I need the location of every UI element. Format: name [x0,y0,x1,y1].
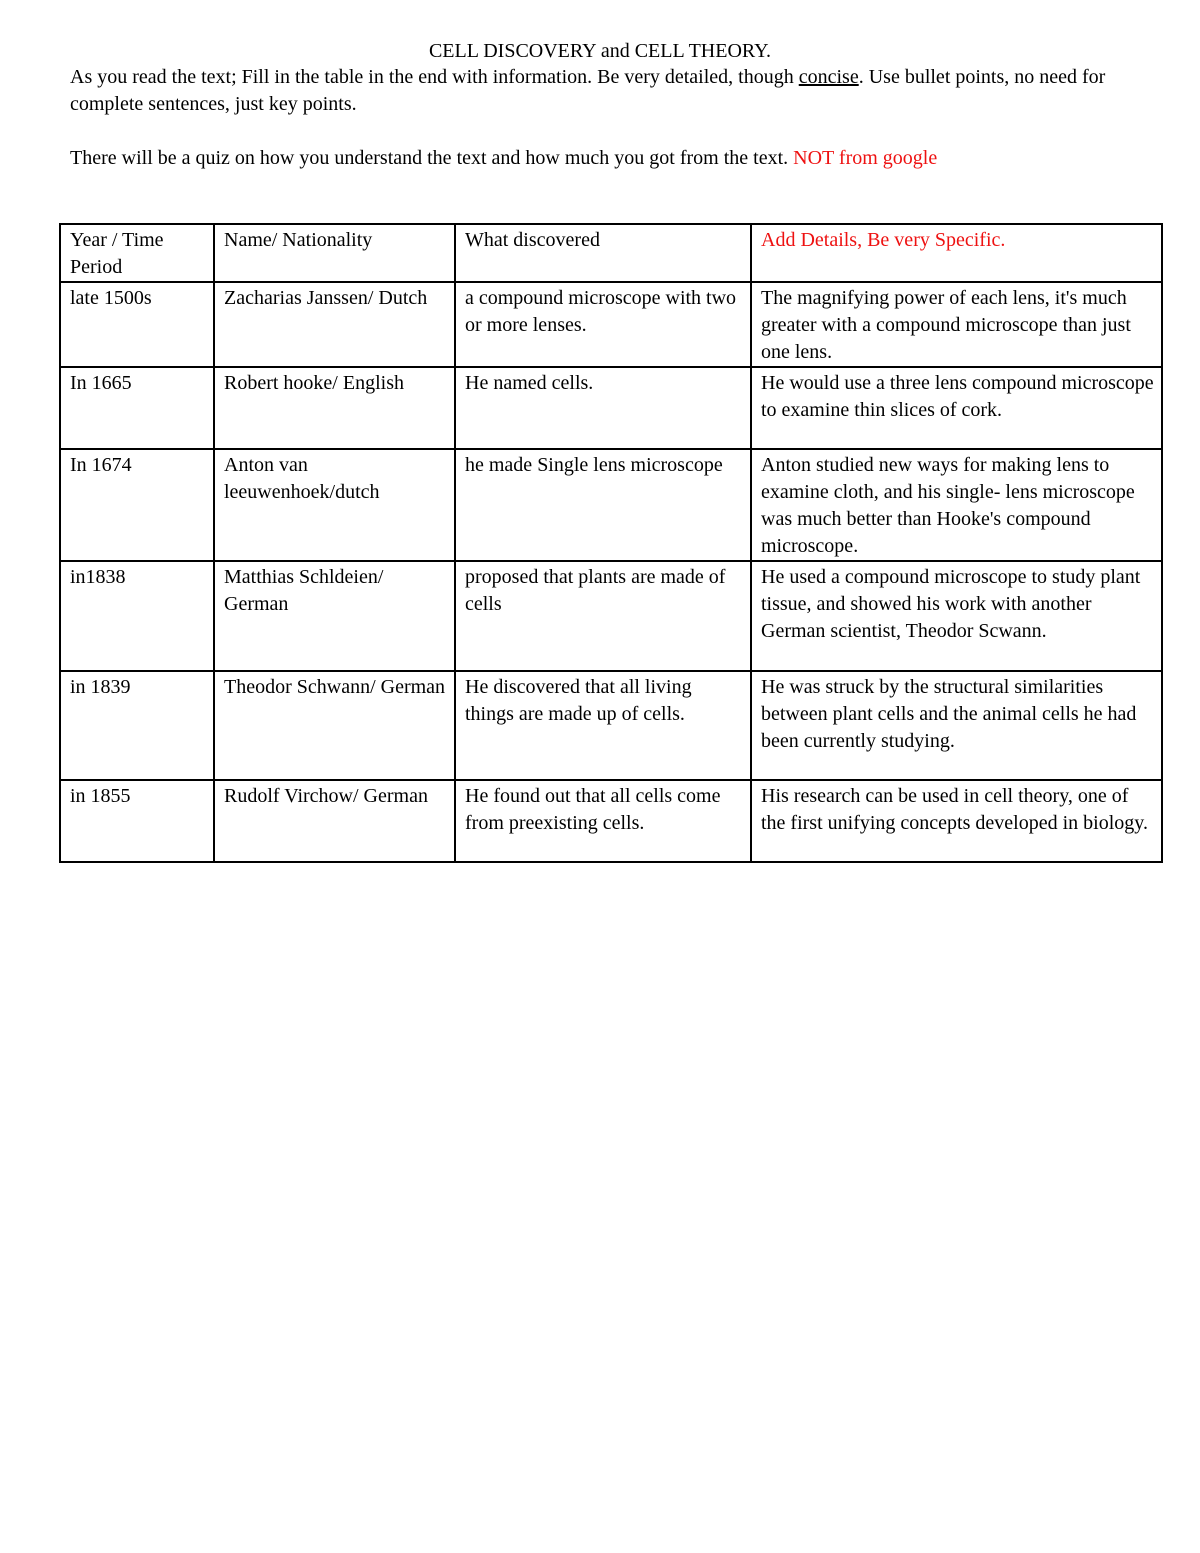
instructions-text-start: As you read the text; Fill in the table in the end with information. Be very detailed, though [70,66,799,88]
cell-name: Robert hooke/ English [214,367,455,449]
cell-details: Anton studied new ways for making lens to examine cloth, and his single- lens microscope was much better than Hooke's compound microscope. [751,449,1162,561]
cell-year: in 1839 [60,671,214,780]
cell-discovery-table [59,223,1163,863]
cell-name: Theodor Schwann/ German [214,671,455,780]
cell-year: In 1665 [60,367,214,449]
cell-name: Zacharias Janssen/ Dutch [214,282,455,367]
header-details: Add Details, Be very Specific. [751,224,1162,282]
cell-name: Anton van leeuwenhoek/dutch [214,449,455,561]
cell-year: in1838 [60,561,214,671]
table-row [60,282,1162,367]
cell-year: late 1500s [60,282,214,367]
quiz-note-highlight: NOT from google [793,147,938,169]
instructions-underlined-word: concise [798,66,859,88]
instructions-text-end: . Use bullet points, no need for complete sentences, just key points. [70,66,1106,115]
instructions-paragraph [70,64,1150,118]
header-name: Name/ Nationality [214,224,455,282]
cell-details: The magnifying power of each lens, it's much greater with a compound microscope than just one lens. [751,282,1162,367]
quiz-note-paragraph [70,145,1150,172]
cell-name: Matthias Schldeien/ German [214,561,455,671]
table-row [60,449,1162,561]
cell-details: He used a compound microscope to study plant tissue, and showed his work with another German scientist, Theodor Scwann. [751,561,1162,671]
quiz-note-text: There will be a quiz on how you understand the text and how much you got from the text. [70,147,794,169]
table-row [60,780,1162,862]
header-discovered: What discovered [455,224,751,282]
cell-discovered: a compound microscope with two or more lenses. [455,282,751,367]
table-header-row [60,224,1162,282]
cell-details: He would use a three lens compound microscope to examine thin slices of cork. [751,367,1162,449]
cell-year: In 1674 [60,449,214,561]
table-row [60,671,1162,780]
cell-discovered: He discovered that all living things are made up of cells. [455,671,751,780]
document-title: CELL DISCOVERY and CELL THEORY. [428,40,772,62]
cell-details: He was struck by the structural similarities between plant cells and the animal cells he had been currently studying. [751,671,1162,780]
table-row [60,367,1162,449]
cell-details: His research can be used in cell theory, one of the first unifying concepts developed in biology. [751,780,1162,862]
header-year: Year / Time Period [60,224,214,282]
cell-name: Rudolf Virchow/ German [214,780,455,862]
cell-discovered: He found out that all cells come from preexisting cells. [455,780,751,862]
cell-year: in 1855 [60,780,214,862]
cell-discovered: proposed that plants are made of cells [455,561,751,671]
table-row [60,561,1162,671]
cell-discovered: He named cells. [455,367,751,449]
cell-discovered: he made Single lens microscope [455,449,751,561]
